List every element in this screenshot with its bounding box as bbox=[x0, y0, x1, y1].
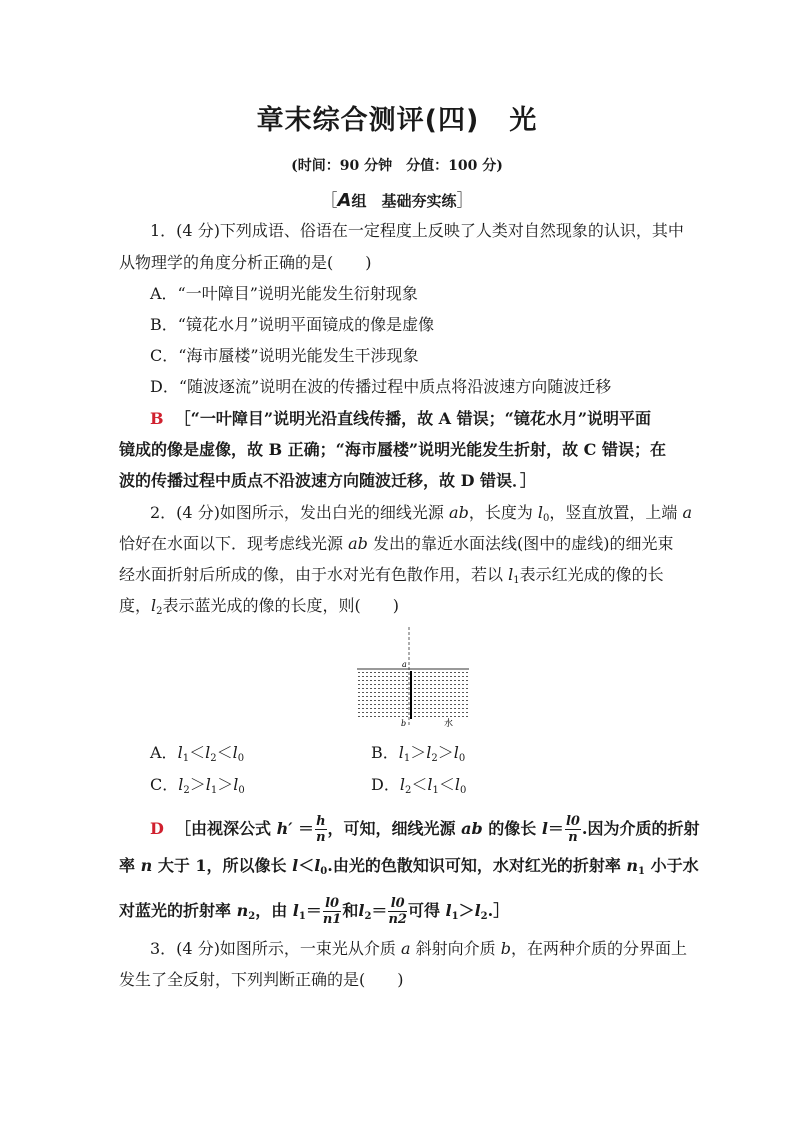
q1-option-c: C．“海市蜃楼”说明光能发生干涉现象 bbox=[150, 346, 419, 365]
q2-stem-line1: 2．(4 分)如图所示，发出白光的细线光源 ab，长度为 $l_0$，竖直放置，上端 a bbox=[150, 503, 693, 524]
label-b: b bbox=[401, 719, 407, 728]
q2-stem-line4: 度，$l_2$表示蓝光成的像的长度，则( ) bbox=[119, 596, 400, 617]
q2-answer-line3: 对蓝光的折射率 $n_2$，由 $l_1=$ $\frac{l0}{n1}$ 和$l_2=$ $\frac{l0}{n2}$ 可得 $l_1>l_2.]$ bbox=[119, 896, 510, 927]
q2-answer-letter: D bbox=[150, 819, 164, 838]
q1-stem-line2: 从物理学的角度分析正确的是( ) bbox=[119, 253, 372, 272]
fraction-l0-over-n1: $\frac{l0}{n1}$ bbox=[322, 896, 342, 927]
q2-stem-line3: 经水面折射后所成的像，由于水对光有色散作用，若以 $l_1$表示红光成的像的长 bbox=[119, 565, 664, 586]
q1-option-a: A．“一叶障目”说明光能发生衍射现象 bbox=[150, 284, 418, 303]
q1-option-d: D．“随波逐流”说明在波的传播过程中质点将沿波速方向随波迁移 bbox=[150, 377, 612, 396]
q2-stem-line2: 恰好在水面以下．现考虑线光源 ab 发出的靠近水面法线(图中的虚线)的细光束 bbox=[119, 534, 674, 553]
q2-answer-line1: D ［由视深公式 h′ ＝ $\frac{h}{n}$ ，可知，细线光源 ab 的像长 l＝ $\frac{l0}{n}$ .因为介质的折射 bbox=[150, 814, 700, 845]
q2-option-b: B．$l_1>l_2>l_0$ bbox=[371, 743, 466, 764]
q3-stem-line1: 3．(4 分)如图所示，一束光从介质 a 斜射向介质 b，在两种介质的分界面上 bbox=[150, 939, 688, 958]
q2-option-c: C．$l_2>l_1>l_0$ bbox=[150, 775, 245, 796]
q3-stem-line2: 发生了全反射，下列判断正确的是( ) bbox=[119, 970, 404, 989]
q1-stem-line1: 1．(4 分)下列成语、俗语在一定程度上反映了人类对自然现象的认识，其中 bbox=[150, 221, 684, 240]
q2-answer-line2: 率 n 大于 1，所以像长 $l<l_0$.由光的色散知识可知，水对红光的折射率 $n_1$ 小于水 bbox=[119, 856, 699, 877]
q1-answer-letter: B bbox=[150, 409, 164, 428]
water-line-source-figure bbox=[350, 627, 474, 733]
water-region bbox=[357, 669, 469, 719]
exam-meta: (时间：90 分钟 分值：100 分) bbox=[291, 158, 503, 174]
group-heading: ［A组 基础夯实练］ bbox=[320, 190, 474, 211]
fraction-l0-over-n2: $\frac{l0}{n2}$ bbox=[388, 896, 407, 927]
q1-answer-line2: 镜成的像是虚像，故 B 正确；“海市蜃楼”说明光能发生折射，故 C 错误；在 bbox=[119, 440, 666, 459]
q1-answer-line3: 波的传播过程中质点不沿波速方向随波迁移，故 D 错误．］ bbox=[119, 471, 537, 490]
q2-option-d: D．$l_2<l_1<l_0$ bbox=[371, 775, 467, 796]
q1-answer-line1: B ［“一叶障目”说明光沿直线传播，故 A 错误；“镜花水月”说明平面 bbox=[150, 409, 652, 428]
fraction-h-over-n: $\frac{h}{n}$ bbox=[316, 814, 326, 845]
label-a: a bbox=[402, 660, 407, 669]
q2-option-a: A．$l_1<l_2<l_0$ bbox=[150, 743, 245, 764]
q1-option-b: B．“镜花水月”说明平面镜成的像是虚像 bbox=[150, 315, 435, 334]
page-title: 章末综合测评(四) 光 bbox=[256, 105, 538, 136]
fraction-l0-over-n: $\frac{l0}{n}$ bbox=[565, 814, 580, 845]
label-water: 水 bbox=[444, 719, 454, 729]
